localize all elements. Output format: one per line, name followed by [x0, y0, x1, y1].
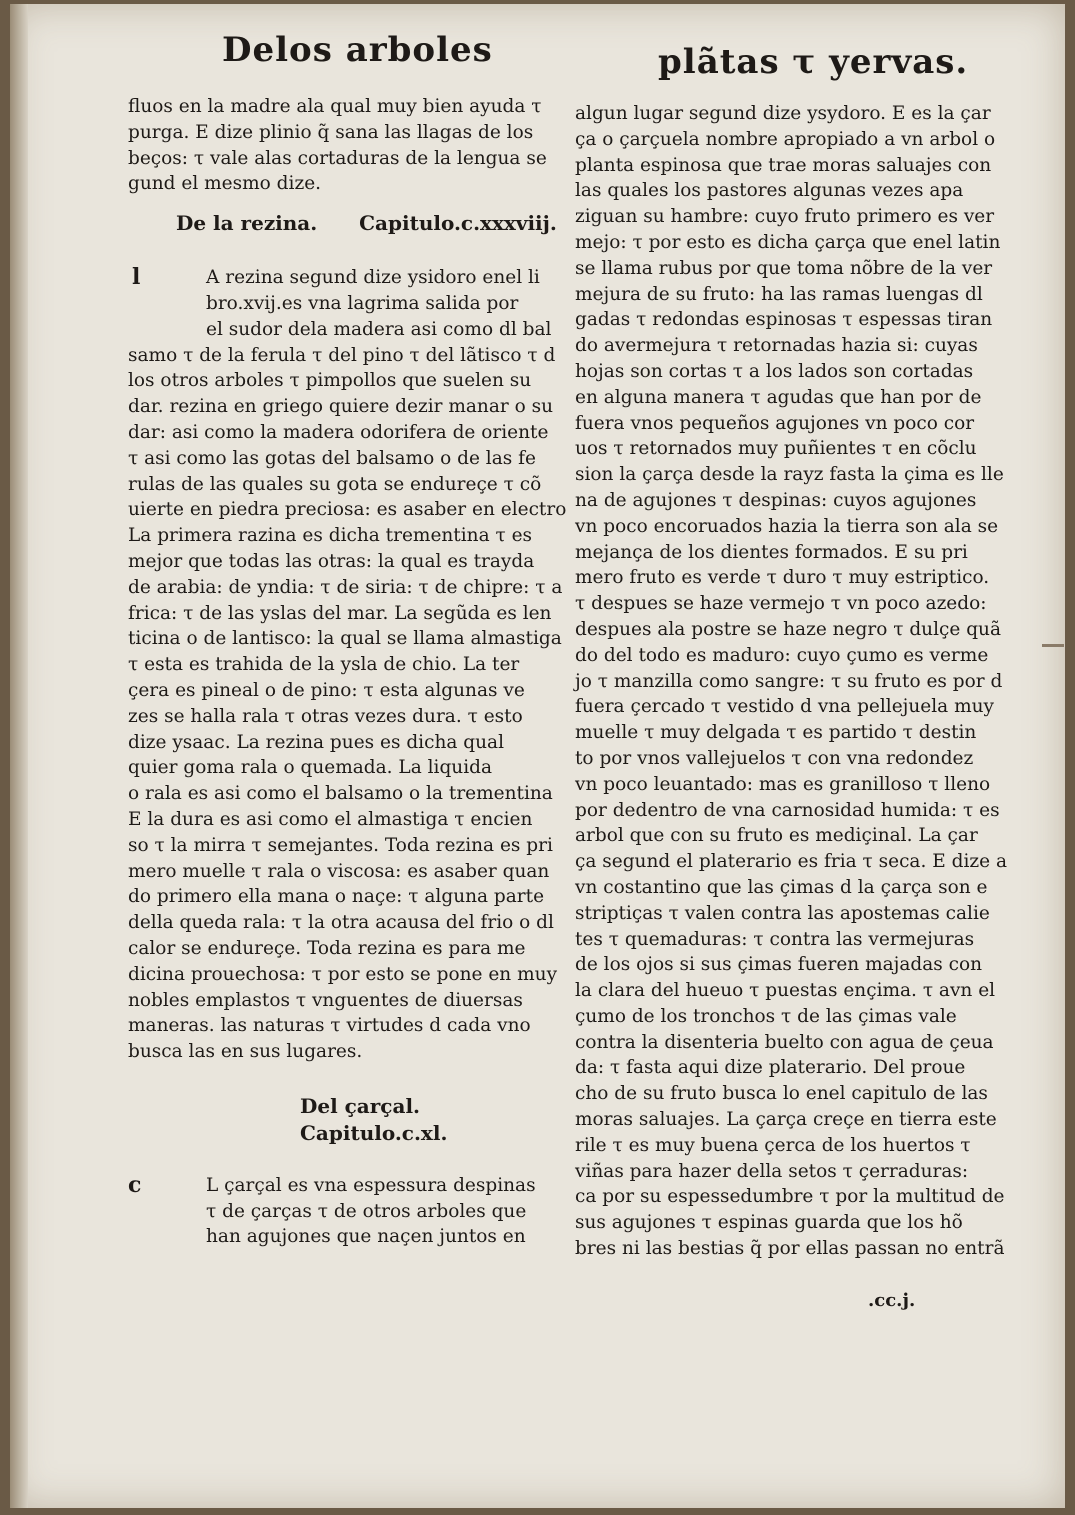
text-line: ticina o de lantisco: la qual se llama almastiga [128, 628, 562, 650]
text-line: vn poco encoruados hazia la tierra son ala se [575, 515, 999, 537]
text-line: sion la çarça desde la rayz fasta la çima es lle [575, 464, 1004, 486]
text-line: purga. E dize plinio q̃ sana las llagas de los [128, 121, 534, 143]
text-line: ça o çarçuela nombre apropiado a vn arbol o [575, 128, 996, 150]
text-line: τ despues se haze vermejo τ vn poco azedo: [575, 593, 987, 615]
text-line: las quales los pastores algunas vezes apa [575, 180, 964, 202]
chapter-title: Del çarçal. [300, 1093, 420, 1118]
text-line: despues ala postre se haze negro τ dulçe quã [575, 618, 1001, 640]
text-line: uierte en piedra preciosa: es asaber en electro [128, 499, 567, 521]
left-column [128, 94, 567, 1250]
text-line: viñas para hazer della setos τ çerraduras: [575, 1160, 969, 1182]
text-line: vn costantino que las çimas d la çarça son e [575, 876, 988, 898]
text-line: gund el mesmo dize. [128, 173, 322, 195]
text-line: do avermejura τ retornadas hazia si: cuyas [575, 335, 978, 357]
text-line: dicina prouechosa: τ por esto se pone en muy [128, 963, 558, 985]
text-line: sus agujones τ espinas guarda que los hõ [575, 1212, 963, 1234]
book-page [10, 4, 1065, 1508]
text-line: busca las en sus lugares. [128, 1041, 363, 1063]
text-line: por dedentro de vna carnosidad humida: τ es [575, 799, 1000, 821]
text-line: to por vnos vallejuelos τ con vna redondez [575, 747, 974, 769]
text-line: nobles emplastos τ vnguentes de diuersas [128, 989, 523, 1011]
text-line: τ asi como las gotas del balsamo o de las fe [128, 447, 536, 469]
text-line: çera es pineal o de pino: τ esta algunas ve [128, 679, 525, 701]
chapter-heading [128, 197, 557, 243]
text-line: fluos en la madre ala qual muy bien ayuda τ [128, 96, 542, 117]
text-line: cho de su fruto busca lo enel capitulo de las [575, 1083, 988, 1105]
text-line: de arabia: de yndia: τ de siria: τ de chipre: τ a [128, 576, 563, 598]
text-line: gadas τ redondas espinosas τ espessas tiran [575, 309, 993, 331]
text-line: do del todo es maduro: cuyo çumo es verme [575, 644, 989, 666]
text-line: rile τ es muy buena çerca de los huertos τ [575, 1134, 971, 1156]
text-line: τ de çarças τ de otros arboles que [206, 1200, 527, 1222]
chapter-number: Capitulo.c.xl. [300, 1120, 448, 1145]
text-line: dize ysaac. La rezina pues es dicha qual [128, 731, 504, 753]
chapter-text [128, 1171, 536, 1250]
text-line: o rala es asi como el balsamo o la trementina [128, 783, 553, 805]
text-line: algun lugar segund dize ysydoro. E es la çar [575, 103, 991, 124]
guide-letter: c [128, 1171, 142, 1198]
text-line: ziguan su hambre: cuyo fruto primero es ver [575, 206, 995, 228]
text-line: los otros arboles τ pimpollos que suelen su [128, 370, 532, 392]
text-line: han agujones que naçen juntos en [206, 1226, 526, 1248]
text-line: arbol que con su fruto es mediçinal. La çar [575, 825, 978, 847]
text-line: mejura de su fruto: ha las ramas luengas dl [575, 283, 983, 305]
text-line: se llama rubus por que toma nõbre de la ver [575, 257, 993, 279]
text-line: contra la disenteria buelto con agua de çeua [575, 1031, 994, 1053]
text-line: E la dura es asi como el almastiga τ encien [128, 808, 533, 830]
text-line: della queda rala: τ la otra acausa del frio o dl [128, 912, 554, 934]
text-line: mero muelle τ rala o viscosa: es asaber quan [128, 860, 550, 882]
text-line: en alguna manera τ agudas que han por de [575, 386, 982, 408]
text-line: uos τ retornados muy puñientes τ en cõclu [575, 438, 977, 460]
chapter-number: Capitulo.c.xxxviij. [359, 211, 557, 236]
text-line [575, 1262, 1005, 1288]
text-line: fuera çercado τ vestido d vna pellejuela muy [575, 696, 994, 718]
right-column [575, 101, 1005, 1313]
text-line: mejança de los dientes formados. E su pri [575, 541, 968, 563]
text-line: quier goma rala o quemada. La liquida [128, 757, 492, 779]
text-line: muelle τ muy delgada τ es partido τ destin [575, 722, 977, 744]
text-line: jo τ manzilla como sangre: τ su fruto es por d [575, 670, 1003, 692]
text-line [575, 1288, 1005, 1314]
text-line: La primera razina es dicha trementina τ es [128, 525, 533, 547]
chapter-title: De la rezina. [176, 211, 318, 236]
text-line: tes τ quemaduras: τ contra las vermejuras [575, 928, 975, 950]
text-line: maneras. las naturas τ virtudes d cada vno [128, 1015, 531, 1037]
text-line: A rezina segund dize ysidoro enel li [206, 267, 540, 289]
text-line: rulas de las quales su gota se endureçe τ cõ [128, 473, 542, 495]
text-line: mero fruto es verde τ duro τ muy estriptico. [575, 567, 990, 589]
margin-mark [1042, 644, 1064, 647]
text-line: bres ni las bestias q̃ por ellas passan no entrã [575, 1238, 1005, 1260]
text-line: na de agujones τ despinas: cuyos agujones [575, 489, 977, 511]
text-line: L çarçal es vna espessura despinas [206, 1174, 536, 1196]
text-line: mejo: τ por esto es dicha çarça que enel latin [575, 231, 1001, 253]
running-head-left: Delos arboles [222, 30, 493, 70]
text-line: da: τ fasta aqui dize platerario. Del proue [575, 1057, 966, 1079]
text-line: ca por su espessedumbre τ por la multitud de [575, 1186, 1005, 1208]
text-line: calor se endureçe. Toda rezina es para me [128, 937, 526, 959]
text-line: beços: τ vale alas cortaduras de la lengua se [128, 147, 547, 169]
folio-number: .cc.j. [868, 1290, 916, 1311]
text-line: dar: asi como la madera odorifera de oriente [128, 421, 549, 443]
text-line: çumo de los tronchos τ de las çimas vale [575, 1005, 957, 1027]
text-line: mejor que todas las otras: la qual es trayda [128, 550, 535, 572]
text-line: dar. rezina en griego quiere dezir manar o su [128, 396, 554, 418]
text-line: planta espinosa que trae moras saluajes con [575, 154, 992, 176]
text-line: la clara del hueuo τ puestas ençima. τ avn el [575, 980, 996, 1002]
text-line: vn poco leuantado: mas es granilloso τ lleno [575, 773, 991, 795]
text-line: so τ la mirra τ semejantes. Toda rezina es pri [128, 834, 553, 856]
guide-letter: l [132, 264, 141, 291]
chapter-text [128, 264, 567, 1065]
text-line: striptiças τ valen contra las apostemas calie [575, 902, 990, 924]
text-line: bro.xvij.es vna lagrima salida por [206, 292, 519, 314]
text-line: moras saluajes. La çarça creçe en tierra este [575, 1109, 997, 1131]
text-line: frica: τ de las yslas del mar. La segũda es len [128, 602, 552, 624]
text-line: ça segund el platerario es fria τ seca. E dize a [575, 851, 1007, 873]
text-line: el sudor dela madera asi como dl bal [206, 318, 552, 340]
text-line: fuera vnos pequeños agujones vn poco cor [575, 412, 975, 434]
text-line: de los ojos si sus çimas fueren majadas con [575, 954, 983, 976]
text-line: do primero ella mana o naçe: τ alguna parte [128, 886, 545, 908]
text-line: hojas son cortas τ a los lados son cortadas [575, 360, 974, 382]
running-head-right: plãtas τ yervas. [658, 42, 969, 82]
text-line: samo τ de la ferula τ del pino τ del lãtisco τ d [128, 344, 556, 366]
text-line: τ esta es trahida de la ysla de chio. La ter [128, 654, 520, 676]
text-line: zes se halla rala τ otras vezes dura. τ esto [128, 705, 523, 727]
